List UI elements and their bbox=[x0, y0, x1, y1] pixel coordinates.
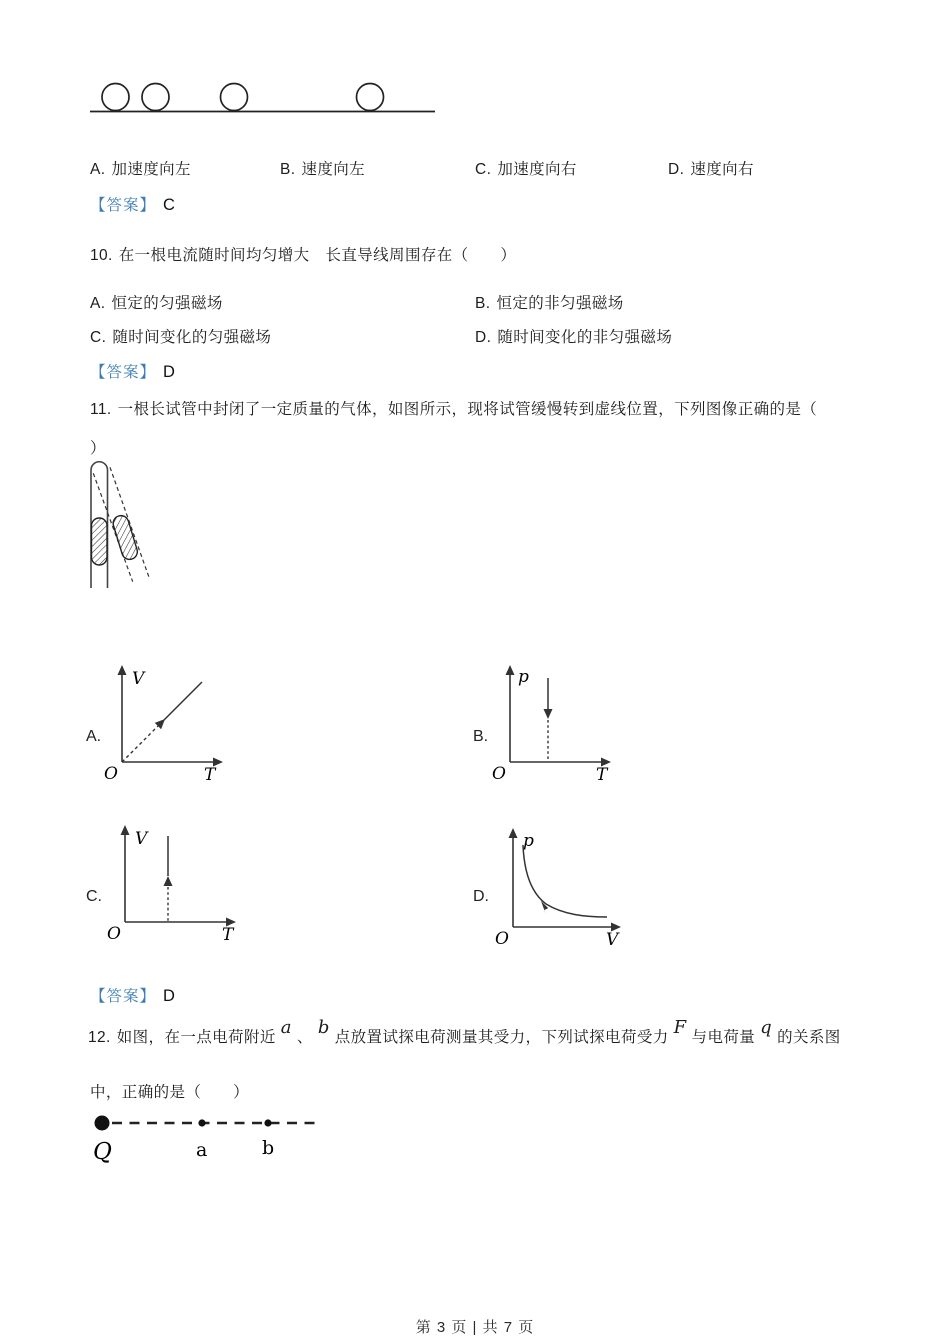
y-axis-label: V bbox=[135, 829, 148, 849]
x-axis-label: T bbox=[204, 765, 216, 784]
y-axis-label: p bbox=[523, 831, 534, 851]
y-axis-arrow-icon bbox=[506, 665, 515, 675]
q12-stem-line1 bbox=[88, 1017, 841, 1053]
origin-label: O bbox=[495, 929, 509, 949]
graph-label-text: C. bbox=[86, 888, 102, 905]
answer-value: D bbox=[163, 363, 175, 381]
math-var-q: q bbox=[760, 1017, 773, 1038]
option-text: 加速度向左 bbox=[111, 161, 191, 178]
q11-graph-d-p-v bbox=[486, 818, 636, 950]
charge-Q-dot bbox=[95, 1116, 110, 1131]
option-text: 速度向右 bbox=[690, 161, 754, 178]
graph-label-text: A. bbox=[86, 728, 102, 745]
q9-option-d bbox=[668, 157, 754, 179]
mercury-plug-tilted bbox=[111, 514, 139, 562]
question-number: 10. bbox=[90, 247, 113, 264]
graph-label-text: D. bbox=[473, 888, 489, 905]
question-text: 与电荷量 bbox=[691, 1029, 756, 1046]
origin-label: O bbox=[492, 764, 506, 784]
q9-option-c bbox=[475, 157, 577, 179]
q9-balls-on-line-figure bbox=[86, 78, 446, 120]
question-text: 点放置试探电荷测量其受力，下列试探电荷受力 bbox=[334, 1029, 669, 1046]
y-axis-label: p bbox=[518, 667, 529, 687]
x-axis-label: T bbox=[222, 925, 234, 945]
option-letter: D. bbox=[668, 161, 685, 178]
q10-stem bbox=[90, 243, 516, 265]
question-text: 一根长试管中封闭了一定质量的气体，如图所示，现将试管缓慢转到虚线位置，下列图像正确的是（ bbox=[117, 401, 818, 418]
q9-option-b bbox=[280, 157, 365, 179]
origin-label: O bbox=[107, 924, 121, 944]
q10-option-d bbox=[475, 325, 672, 347]
option-letter: A. bbox=[90, 295, 106, 312]
q11-graph-c-v-t bbox=[98, 818, 243, 946]
x-axis-label: V bbox=[606, 930, 619, 950]
q10-option-b bbox=[475, 291, 624, 313]
question-text: 如图，在一点电荷附近 bbox=[116, 1029, 276, 1046]
x-axis-label: T bbox=[596, 765, 608, 784]
answer-value: C bbox=[163, 196, 175, 214]
separator: 、 bbox=[296, 1029, 313, 1046]
ball-2 bbox=[142, 84, 169, 111]
option-letter: C. bbox=[90, 329, 107, 346]
option-text: 恒定的匀强磁场 bbox=[111, 295, 223, 312]
up-arrow-icon bbox=[164, 876, 173, 886]
math-var-a: a bbox=[280, 1017, 292, 1038]
answer-label: 【答案】 bbox=[90, 197, 157, 214]
curve-arrow-icon bbox=[536, 901, 550, 915]
q10-option-a bbox=[90, 291, 223, 313]
option-letter: B. bbox=[475, 295, 491, 312]
option-text: 速度向左 bbox=[301, 161, 366, 178]
option-text: 恒定的非匀强磁场 bbox=[496, 295, 624, 312]
q11-graph-b-p-t bbox=[486, 656, 626, 784]
math-var-b: b bbox=[317, 1017, 330, 1038]
question-text: 在一根电流随时间均匀增大 长直导线周围存在（ ） bbox=[118, 247, 517, 264]
dashed-segment bbox=[122, 726, 158, 762]
y-axis-label: V bbox=[132, 669, 145, 689]
mercury-plug-vertical bbox=[92, 518, 108, 565]
solid-segment bbox=[164, 682, 202, 720]
option-text: 加速度向右 bbox=[497, 161, 577, 178]
point-b-label: b bbox=[262, 1137, 275, 1159]
answer-label: 【答案】 bbox=[90, 988, 157, 1005]
ball-4 bbox=[357, 84, 384, 111]
q10-answer-row bbox=[90, 360, 175, 382]
ball-1 bbox=[102, 84, 129, 111]
down-arrow-icon bbox=[544, 709, 553, 719]
point-a-dot bbox=[198, 1119, 205, 1126]
charge-Q-label: Q bbox=[93, 1139, 112, 1165]
option-letter: B. bbox=[280, 161, 296, 178]
origin-label: O bbox=[104, 764, 118, 784]
ball-3 bbox=[221, 84, 248, 111]
answer-label: 【答案】 bbox=[90, 364, 157, 381]
question-number: 11. bbox=[90, 401, 112, 418]
q9-option-a bbox=[90, 157, 191, 179]
answer-value: D bbox=[163, 987, 175, 1005]
question-number: 12. bbox=[88, 1029, 111, 1046]
q11-answer-row bbox=[90, 984, 175, 1006]
point-b-dot bbox=[264, 1119, 271, 1126]
graph-label-text: B. bbox=[473, 728, 489, 745]
question-text: 的关系图 bbox=[777, 1029, 841, 1046]
hyperbola-curve bbox=[523, 845, 607, 917]
y-axis-arrow-icon bbox=[121, 825, 130, 835]
y-axis-arrow-icon bbox=[509, 828, 518, 838]
q11-stem-line1 bbox=[90, 397, 817, 419]
option-text: 随时间变化的非匀强磁场 bbox=[497, 329, 673, 346]
y-axis-arrow-icon bbox=[118, 665, 127, 675]
page-footer bbox=[0, 1316, 950, 1337]
q12-stem-line2 bbox=[90, 1080, 249, 1102]
option-letter: D. bbox=[475, 329, 492, 346]
math-var-F: F bbox=[673, 1017, 687, 1038]
question-text: ） bbox=[90, 440, 106, 457]
option-letter: A. bbox=[90, 161, 106, 178]
q11-graph-a-v-t bbox=[98, 656, 238, 784]
q9-answer-row bbox=[90, 193, 175, 215]
point-a-label: a bbox=[196, 1139, 208, 1161]
question-text: 中，正确的是（ ） bbox=[90, 1084, 250, 1101]
page-number-text: 第 3 页 | 共 7 页 bbox=[415, 1319, 535, 1336]
option-letter: C. bbox=[475, 161, 492, 178]
q11-test-tube-figure bbox=[78, 452, 193, 597]
q10-option-c bbox=[90, 325, 271, 347]
q12-point-charge-figure bbox=[82, 1106, 332, 1168]
option-text: 随时间变化的匀强磁场 bbox=[112, 329, 272, 346]
